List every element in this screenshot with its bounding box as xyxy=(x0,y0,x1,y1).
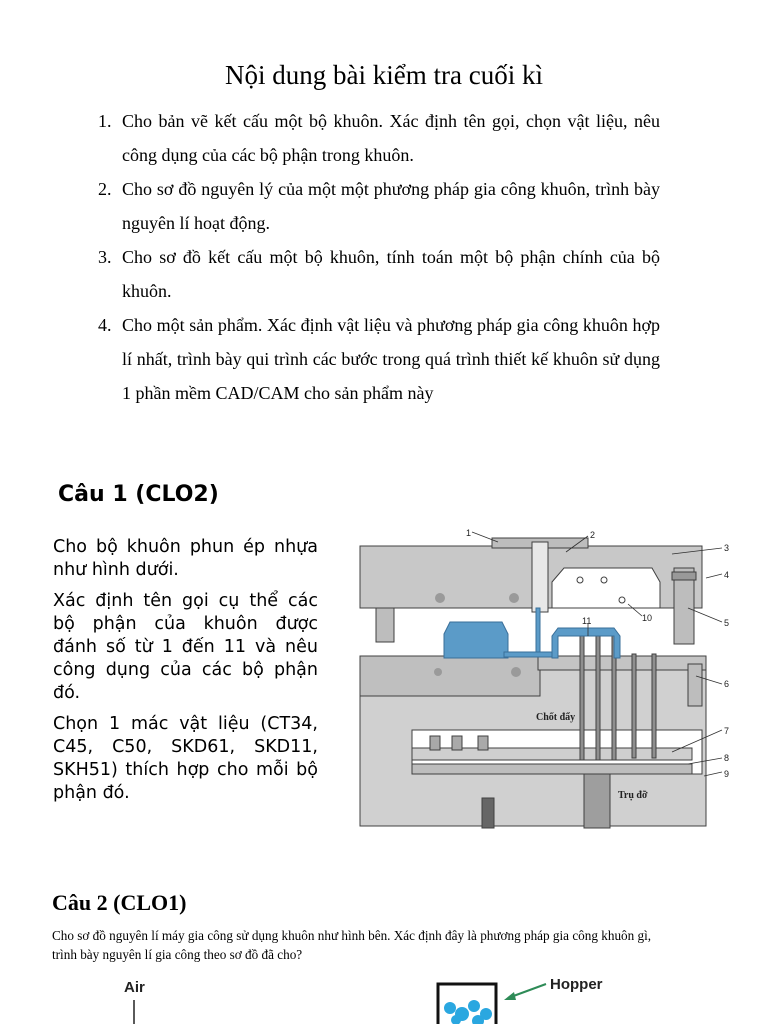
callout-1: 1 xyxy=(466,528,472,538)
list-item-number: 1. xyxy=(98,111,112,131)
list-item xyxy=(92,172,660,240)
list-item-number: 3. xyxy=(98,247,112,267)
list-item xyxy=(92,308,660,410)
injection-mold-diagram xyxy=(352,524,744,830)
question-1-paragraph: Xác định tên gọi cụ thể các bộ phận của khuôn được đánh số từ 1 đến 11 và nêu công dụng của các bộ phận đó. xyxy=(53,591,318,703)
question-1-heading: Câu 1 (CLO2) xyxy=(58,482,219,507)
task-list xyxy=(92,104,660,410)
callout-6: 6 xyxy=(724,679,730,689)
question-1-paragraph: Chọn 1 mác vật liệu (CT34, C45, C50, SKD61, SKD11, SKH51) thích hợp cho mỗi bộ phận đó. xyxy=(53,714,318,803)
air-label: Air xyxy=(124,979,145,996)
callout-4: 4 xyxy=(724,570,730,580)
question-2-heading: Câu 2 (CLO1) xyxy=(52,890,187,915)
ejector-pin-label: Chốt đẩy xyxy=(536,712,576,723)
list-item xyxy=(92,104,660,172)
callout-7: 7 xyxy=(724,726,730,736)
callout-11: 11 xyxy=(582,616,592,626)
callout-3: 3 xyxy=(724,543,730,553)
hopper-label: Hopper xyxy=(550,976,603,993)
list-item-text: Cho bản vẽ kết cấu một bộ khuôn. Xác định tên gọi, chọn vật liệu, nêu công dụng của các bộ phận trong khuôn. xyxy=(122,111,660,165)
callout-8: 8 xyxy=(724,753,730,763)
list-item-number: 4. xyxy=(98,315,112,335)
question-1-body xyxy=(53,536,318,813)
machine-schematic xyxy=(72,964,692,1024)
support-pillar-label: Trụ đỡ xyxy=(618,790,648,801)
list-item xyxy=(92,240,660,308)
question-1-paragraph: Cho bộ khuôn phun ép nhựa như hình dưới. xyxy=(53,537,318,580)
callout-10: 10 xyxy=(642,613,653,623)
list-item-text: Cho sơ đồ kết cấu một bộ khuôn, tính toán một bộ phận chính của bộ khuôn. xyxy=(122,247,660,301)
callout-2: 2 xyxy=(590,530,596,540)
callout-9: 9 xyxy=(724,769,730,779)
list-item-text: Cho sơ đồ nguyên lý của một một phương pháp gia công khuôn, trình bày nguyên lí hoạt động. xyxy=(122,179,660,233)
callout-5: 5 xyxy=(724,618,730,628)
question-2-body: Cho sơ đồ nguyên lí máy gia công sử dụng khuôn như hình bên. Xác định đây là phương pháp gia công khuôn gì, trình bày nguyên lí gia công theo sơ đồ đã cho? xyxy=(52,928,652,962)
hopper-arrowhead xyxy=(504,992,516,1000)
document-title: Nội dung bài kiểm tra cuối kì xyxy=(225,60,543,90)
list-item-text: Cho một sản phẩm. Xác định vật liệu và phương pháp gia công khuôn hợp lí nhất, trình bày qui trình các bước trong quá trình thiết kế khuôn sử dụng 1 phần mềm CAD/CAM cho sản phẩm này xyxy=(122,315,660,403)
list-item-number: 2. xyxy=(98,179,112,199)
